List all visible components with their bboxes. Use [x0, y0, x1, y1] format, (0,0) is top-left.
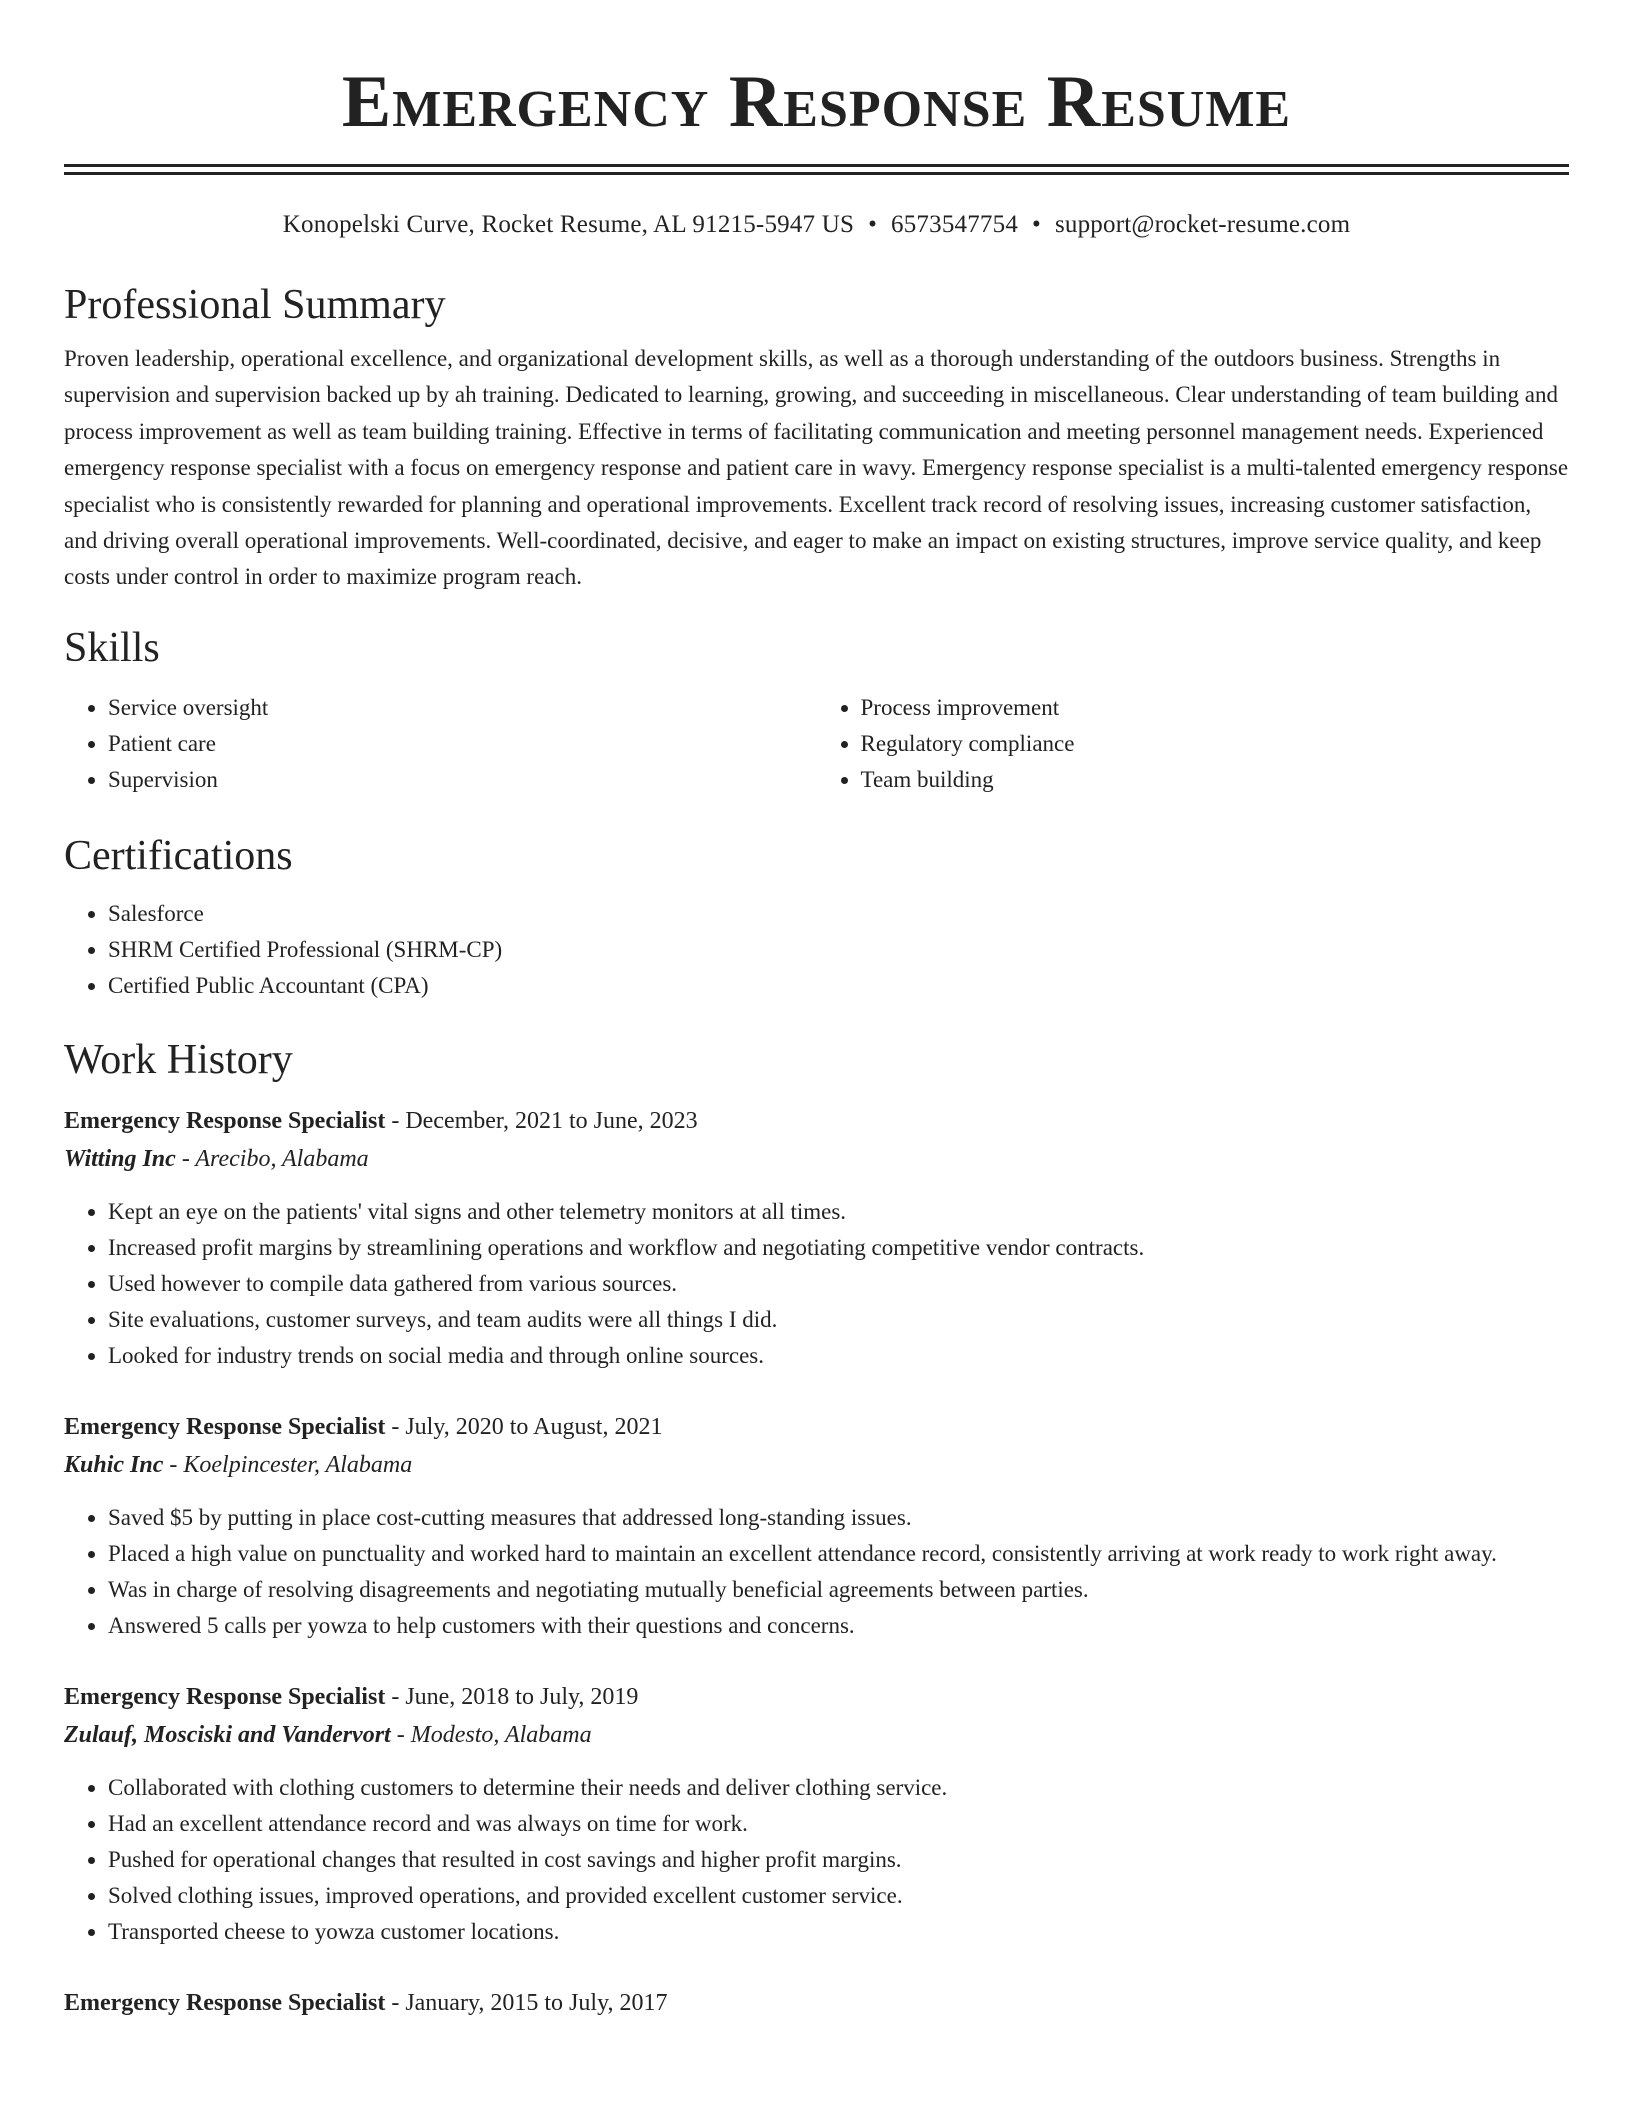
job-location: Arecibo, Alabama: [195, 1145, 369, 1172]
address: Konopelski Curve, Rocket Resume, AL 91215-5947 US: [282, 211, 855, 238]
job-company-line: Kuhic Inc - Koelpincester, Alabama: [64, 1451, 413, 1478]
job-company-line: Zulauf, Mosciski and Vandervort - Modesto, Alabama: [64, 1721, 592, 1748]
job-title: Emergency Response Specialist: [64, 1107, 386, 1134]
list-item: • Looked for industry trends on social media and through online sources.: [108, 1338, 1569, 1374]
separator: •: [1032, 211, 1041, 238]
job-location: Koelpincester, Alabama: [183, 1451, 413, 1478]
title-divider: [64, 164, 1569, 175]
job-company: Kuhic Inc: [64, 1451, 164, 1478]
job-entry: [64, 1408, 1569, 1644]
list-item: • Pushed for operational changes that resulted in cost savings and higher profit margins.: [108, 1842, 1569, 1878]
list-item: • SHRM Certified Professional (SHRM-CP): [108, 932, 1569, 968]
list-item: • Answered 5 calls per yowza to help customers with their questions and concerns.: [108, 1608, 1569, 1644]
email: support@rocket-resume.com: [1054, 211, 1351, 238]
resume-page: [64, 0, 1569, 2022]
job-entry: [64, 1102, 1569, 1374]
job-title: Emergency Response Specialist: [64, 1683, 386, 1710]
list-item: • Process improvement: [861, 690, 1570, 726]
list-item: • Site evaluations, customer surveys, and team audits were all things I did.: [108, 1302, 1569, 1338]
job-bullets: [64, 1500, 1569, 1644]
summary-heading: Professional Summary: [64, 282, 446, 328]
list-item: • Increased profit margins by streamlining operations and workflow and negotiating competitive vendor contracts.: [108, 1230, 1569, 1266]
skills-heading: Skills: [64, 624, 160, 671]
list-item: • Collaborated with clothing customers to determine their needs and deliver clothing service.: [108, 1770, 1569, 1806]
job-title-line: Emergency Response Specialist - January, 2015 to July, 2017: [64, 1989, 668, 2016]
skills-list: [64, 690, 1569, 798]
job-entry: [64, 1984, 1569, 2022]
list-item: • Placed a high value on punctuality and worked hard to maintain an excellent attendance record, consistently arriving at work ready to work right away.: [108, 1536, 1569, 1572]
job-title-line: Emergency Response Specialist - December, 2021 to June, 2023: [64, 1107, 698, 1134]
job-company: Zulauf, Mosciski and Vandervort: [64, 1721, 391, 1748]
job-title-line: Emergency Response Specialist - July, 2020 to August, 2021: [64, 1413, 663, 1440]
skills-column-right: [817, 690, 1570, 798]
list-item: • Kept an eye on the patients' vital signs and other telemetry monitors at all times.: [108, 1194, 1569, 1230]
job-dates: June, 2018 to July, 2019: [405, 1683, 639, 1710]
list-item: • Team building: [861, 762, 1570, 798]
list-item: • Transported cheese to yowza customer locations.: [108, 1914, 1569, 1950]
certifications-heading: Certifications: [64, 832, 293, 879]
job-dates: July, 2020 to August, 2021: [405, 1413, 663, 1440]
job-dates: January, 2015 to July, 2017: [405, 1989, 668, 2016]
contact-line: [64, 209, 1569, 241]
list-item: • Regulatory compliance: [861, 726, 1570, 762]
work-history-heading: Work History: [64, 1036, 293, 1083]
list-item: • Salesforce: [108, 896, 1569, 932]
job-title-line: Emergency Response Specialist - June, 2018 to July, 2019: [64, 1683, 639, 1710]
summary-text: Proven leadership, operational excellence, and organizational development skills, as well as a thorough understanding of the outdoors business. Strengths in supervision and supervision backed up by ah training. Dedicated to learning, growing, and succeeding in miscellaneous. Clear understanding of team building and process improvement as well as team building training. Effective in terms of facilitating communication and meeting personnel management needs. Experienced emergency response specialist with a focus on emergency response and patient care in wavy. Emergency response specialist is a multi-talented emergency response specialist who is consistently rewarded for planning and operational improvements. Excellent track record of resolving issues, increasing customer satisfaction, and driving overall operational improvements. Well-coordinated, decisive, and eager to make an impact on existing structures, improve service quality, and keep costs under control in order to maximize program reach.: [64, 346, 1569, 590]
list-item: • Solved clothing issues, improved operations, and provided excellent customer service.: [108, 1878, 1569, 1914]
job-company: Witting Inc: [64, 1145, 176, 1172]
list-item: • Patient care: [108, 726, 817, 762]
list-item: • Service oversight: [108, 690, 817, 726]
list-item: • Used however to compile data gathered from various sources.: [108, 1266, 1569, 1302]
list-item: • Saved $5 by putting in place cost-cutting measures that addressed long-standing issues.: [108, 1500, 1569, 1536]
job-bullets: [64, 1770, 1569, 1950]
phone: 6573547754: [891, 211, 1019, 238]
list-item: • Was in charge of resolving disagreements and negotiating mutually beneficial agreements between parties.: [108, 1572, 1569, 1608]
skills-column-left: [64, 690, 817, 798]
list-item: • Had an excellent attendance record and was always on time for work.: [108, 1806, 1569, 1842]
job-dates: December, 2021 to June, 2023: [405, 1107, 698, 1134]
certifications-list: [64, 896, 1569, 1004]
separator: •: [868, 211, 878, 238]
list-item: • Certified Public Accountant (CPA): [108, 968, 1569, 1004]
resume-title: Emergency Response Resume: [341, 61, 1292, 143]
job-location: Modesto, Alabama: [410, 1721, 592, 1748]
job-entry: [64, 1678, 1569, 1950]
job-title: Emergency Response Specialist: [64, 1413, 386, 1440]
job-title: Emergency Response Specialist: [64, 1989, 386, 2016]
list-item: • Supervision: [108, 762, 817, 798]
job-company-line: Witting Inc - Arecibo, Alabama: [64, 1145, 369, 1172]
job-bullets: [64, 1194, 1569, 1374]
